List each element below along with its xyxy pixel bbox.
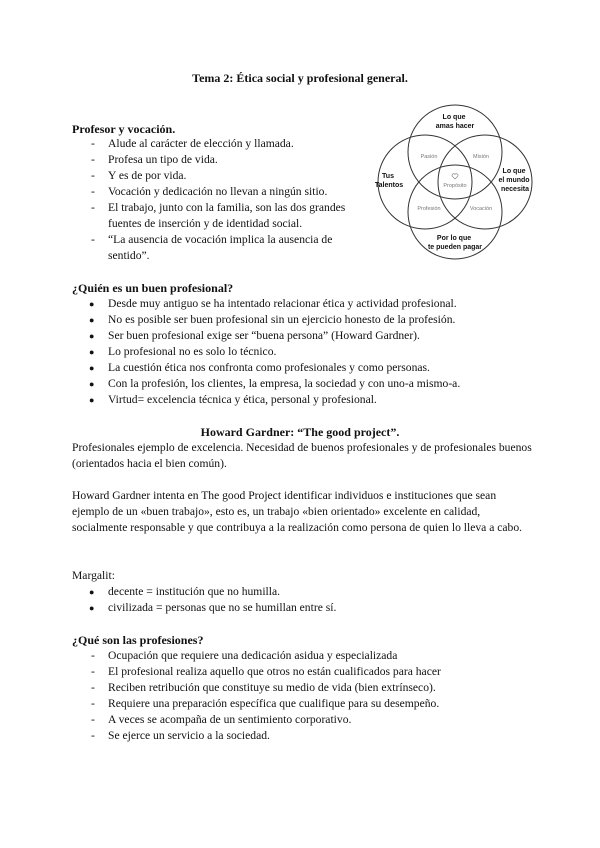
list-item: El profesional realiza aquello que otros no están cualificados para hacer	[108, 665, 441, 678]
dash-bullet: -	[91, 169, 95, 182]
venn-proposito-label: Propósito	[443, 183, 467, 189]
venn-left-label: Tus Talentos	[374, 173, 404, 189]
bullet-dot: ●	[89, 299, 95, 309]
list-item: A veces se acompaña de un sentimiento corporativo.	[108, 713, 352, 726]
list-item: decente = institución que no humilla.	[108, 585, 281, 598]
paragraph-excelencia: Profesionales ejemplo de excelencia. Necesidad de buenos profesionales y de profesionales buenos (orientados hacia el bien común).	[72, 441, 532, 470]
dash-bullet: -	[91, 233, 95, 246]
section-heading-buen-profesional: ¿Quién es un buen profesional?	[72, 281, 234, 295]
list-item: “La ausencia de vocación implica la ausencia de	[108, 233, 333, 246]
list-item: La cuestión ética nos confronta como profesionales y como personas.	[108, 361, 430, 374]
list-item: Requiere una preparación específica que cualifique para su desempeño.	[108, 697, 440, 710]
dash-bullet: -	[91, 185, 95, 198]
list-item: civilizada = personas que no se humillan entre sí.	[108, 601, 337, 614]
list-item-continuation: fuentes de inserción y de identidad social.	[108, 217, 303, 230]
list-item: Ser buen profesional exige ser “buena persona” (Howard Gardner).	[108, 329, 420, 342]
list-item: Ocupación que requiere una dedicación asidua y especializada	[108, 649, 398, 662]
dash-bullet: -	[91, 713, 95, 726]
ikigai-venn-diagram	[370, 97, 540, 267]
dash-bullet: -	[91, 137, 95, 150]
list-item: Con la profesión, los clientes, la empresa, la sociedad y con uno-a mismo-a.	[108, 377, 461, 390]
section-heading-gardner: Howard Gardner: “The good project”.	[200, 425, 400, 439]
bullet-dot: ●	[89, 379, 95, 389]
bullet-dot: ●	[89, 315, 95, 325]
bullet-dot: ●	[89, 363, 95, 373]
page-title: Tema 2: Ética social y profesional general.	[192, 71, 408, 85]
list-item: Y es de por vida.	[108, 169, 187, 182]
paragraph-good-project: Howard Gardner intenta en The good Project identificar individuos e instituciones que sean ejemplo de un «buen trabajo», esto es, un trabajo «bien orientado» excelente en calidad, socialmente responsable y que contribuya a la realización como persona de quien lo lleva a cabo.	[72, 489, 523, 534]
list-item: Se ejerce un servicio a la sociedad.	[108, 729, 270, 742]
list-item: Vocación y dedicación no llevan a ningún sitio.	[108, 185, 328, 198]
bullet-dot: ●	[89, 587, 95, 597]
dash-bullet: -	[91, 201, 95, 214]
dash-bullet: -	[91, 729, 95, 742]
heart-icon	[452, 174, 458, 179]
list-item-continuation: sentido”.	[108, 249, 150, 262]
dash-bullet: -	[91, 649, 95, 662]
bullet-dot: ●	[89, 395, 95, 405]
list-item: Lo profesional no es solo lo técnico.	[108, 345, 277, 358]
venn-bottom-label: Por lo que te pueden pagar	[427, 235, 483, 251]
venn-vocacion-label: Vocación	[469, 206, 493, 212]
dash-bullet: -	[91, 697, 95, 710]
dash-bullet: -	[91, 681, 95, 694]
list-item: No es posible ser buen profesional sin un ejercicio honesto de la profesión.	[108, 313, 456, 326]
bullet-dot: ●	[89, 331, 95, 341]
list-item: El trabajo, junto con la familia, son las dos grandes	[108, 201, 346, 214]
venn-top-label: Lo que amas hacer	[435, 114, 475, 130]
dash-bullet: -	[91, 665, 95, 678]
venn-profesion-label: Profesión	[417, 206, 441, 212]
margalit-label: Margalit:	[72, 569, 115, 582]
venn-right-label: Lo que el mundo necesita	[498, 168, 530, 193]
venn-mision-label: Misión	[473, 154, 489, 160]
list-item: Alude al carácter de elección y llamada.	[108, 137, 294, 150]
section-heading-profesiones: ¿Qué son las profesiones?	[72, 633, 204, 647]
bullet-dot: ●	[89, 347, 95, 357]
list-item: Virtud= excelencia técnica y ética, personal y profesional.	[108, 393, 377, 406]
list-item: Reciben retribución que constituye su medio de vida (bien extrínseco).	[108, 681, 436, 694]
list-item: Desde muy antiguo se ha intentado relacionar ética y actividad profesional.	[108, 297, 457, 310]
list-item: Profesa un tipo de vida.	[108, 153, 218, 166]
section-heading-profesor: Profesor y vocación.	[72, 122, 176, 136]
bullet-dot: ●	[89, 603, 95, 613]
dash-bullet: -	[91, 153, 95, 166]
venn-pasion-label: Pasión	[420, 154, 438, 160]
